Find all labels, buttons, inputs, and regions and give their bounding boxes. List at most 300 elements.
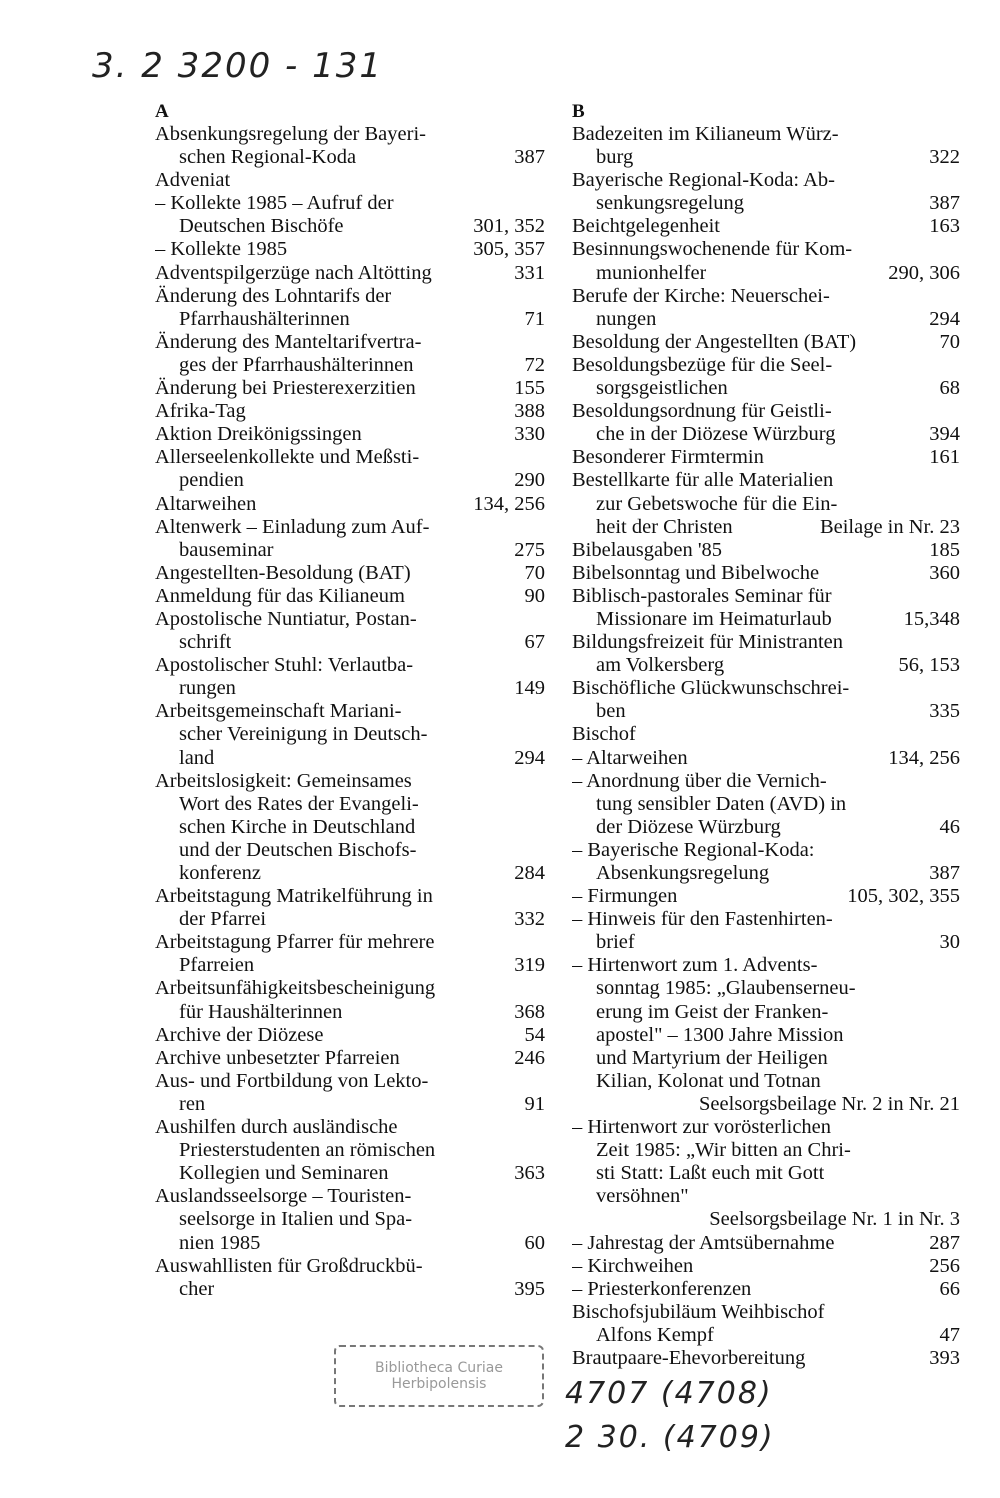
index-entry-line <box>572 1301 960 1324</box>
entry-text: pendien <box>179 469 244 492</box>
entry-text: munionhelfer <box>596 261 707 284</box>
handwritten-note-2: 2 30. (4709) <box>565 1420 775 1455</box>
entry-text: bauseminar <box>179 538 274 561</box>
index-entry-line <box>155 493 545 516</box>
entry-text: Absenkungsregelung der Bayeri- <box>155 123 426 145</box>
entry-page: 394 <box>929 423 960 446</box>
entry-text: land <box>179 746 215 769</box>
entry-page: 70 <box>939 330 960 353</box>
entry-page: 134, 256 <box>888 746 960 769</box>
entry-page: 322 <box>929 146 960 169</box>
index-entry-line <box>572 631 960 654</box>
entry-text: schrift <box>179 631 232 654</box>
entry-text: sti Statt: Laßt euch mit Gott <box>596 1162 825 1185</box>
entry-page <box>954 1116 960 1139</box>
entry-page: Seelsorgsbeilage Nr. 2 in Nr. 21 <box>699 1092 960 1115</box>
index-entry-line <box>572 977 960 1000</box>
entry-page <box>954 908 960 931</box>
index-entry-line <box>572 123 960 146</box>
entry-page: 387 <box>929 192 960 215</box>
index-entry-line <box>572 908 960 931</box>
entry-text: Besoldungsordnung für Geistli- <box>572 400 832 423</box>
entry-text: Arbeitstagung Matrikelführung in <box>155 885 433 908</box>
entry-page <box>954 1162 960 1185</box>
entry-page: 387 <box>514 146 545 169</box>
entry-page <box>539 1255 545 1278</box>
section-letter-a: A <box>155 101 169 122</box>
entry-text: nungen <box>596 307 657 330</box>
entry-page: 284 <box>514 862 545 884</box>
index-entry-line <box>155 1047 545 1070</box>
index-entry-line <box>155 1139 545 1162</box>
index-entry-line <box>572 169 960 192</box>
entry-page: 290, 306 <box>888 261 960 284</box>
index-entry-line <box>155 1185 545 1208</box>
entry-page <box>539 123 545 146</box>
entry-page <box>954 1024 960 1047</box>
entry-page: 294 <box>514 746 545 769</box>
entry-text: Adventspilgerzüge nach Altötting <box>155 261 432 284</box>
entry-text: Änderung des Manteltarifvertra- <box>155 330 422 353</box>
index-entry-line <box>155 747 545 770</box>
entry-text: Adveniat <box>155 169 231 192</box>
entry-page <box>539 192 545 215</box>
entry-text: und der Deutschen Bischofs- <box>179 838 417 861</box>
entry-text: ren <box>179 1092 206 1115</box>
entry-page <box>954 1001 960 1024</box>
index-entry-line <box>155 654 545 677</box>
entry-page <box>539 723 545 746</box>
entry-text: Besinnungswochenende für Kom- <box>572 238 853 261</box>
entry-page <box>539 770 545 793</box>
entry-page: Beilage in Nr. 23 <box>819 515 960 538</box>
index-entry-line <box>155 816 545 839</box>
index-entry-line <box>572 285 960 308</box>
stamp-line-1: Bibliotheca Curiae <box>375 1360 503 1376</box>
index-entry-line <box>572 400 960 423</box>
entry-text: Beichtgelegenheit <box>572 215 720 238</box>
entry-text: Bischof <box>572 723 636 746</box>
stamp-line-2: Herbipolensis <box>391 1376 487 1392</box>
index-entry-line <box>155 723 545 746</box>
entry-page: 287 <box>929 1231 960 1254</box>
index-entry-line <box>155 354 545 377</box>
entry-page: 56, 153 <box>898 654 960 677</box>
index-entry-line <box>155 192 545 215</box>
index-entry-line <box>572 839 960 862</box>
index-entry-line <box>155 539 545 562</box>
handwritten-note-1: 4707 (4708) <box>565 1376 773 1411</box>
entry-page <box>954 585 960 608</box>
entry-page <box>539 516 545 539</box>
entry-page: 67 <box>524 631 545 654</box>
entry-page: 47 <box>939 1323 960 1346</box>
entry-page: 393 <box>929 1346 960 1369</box>
index-entry-line <box>572 677 960 700</box>
section-letter-b: B <box>572 101 585 122</box>
index-entry-line <box>572 516 960 539</box>
entry-text: rungen <box>179 677 236 700</box>
entry-text: Altenwerk – Einladung zum Auf- <box>155 515 430 538</box>
entry-page <box>954 677 960 700</box>
entry-text: am Volkersberg <box>596 654 725 677</box>
entry-text: Archive der Diözese <box>155 1023 324 1046</box>
entry-page: 387 <box>929 862 960 884</box>
index-entry-line <box>155 400 545 423</box>
index-entry-line <box>155 469 545 492</box>
index-entry-line <box>572 1116 960 1139</box>
index-entry-line <box>572 562 960 585</box>
entry-page: 54 <box>524 1023 545 1046</box>
index-entry-line <box>155 1162 545 1185</box>
entry-text: Afrika-Tag <box>155 400 246 423</box>
index-entry-line <box>572 354 960 377</box>
index-entry-line <box>155 677 545 700</box>
index-entry-line <box>155 562 545 585</box>
entry-page: 294 <box>929 307 960 330</box>
entry-page: 46 <box>939 815 960 838</box>
library-stamp <box>334 1345 544 1407</box>
entry-text: Bibelausgaben '85 <box>572 538 723 561</box>
entry-page <box>954 770 960 793</box>
index-entry-line <box>155 608 545 631</box>
index-entry-line <box>572 1347 960 1370</box>
entry-text: Aus- und Fortbildung von Lekto- <box>155 1069 429 1092</box>
entry-text: Apostolischer Stuhl: Verlautba- <box>155 654 414 677</box>
index-entry-line <box>572 1070 960 1093</box>
entry-page: 68 <box>939 377 960 400</box>
index-entry-line <box>155 285 545 308</box>
index-list-b <box>572 123 960 1370</box>
index-entry-line <box>155 1208 545 1231</box>
entry-page <box>954 723 960 746</box>
entry-page <box>954 631 960 654</box>
index-entry-line <box>572 700 960 723</box>
index-entry-line <box>155 123 545 146</box>
entry-text: Priesterstudenten an römischen <box>179 1139 436 1162</box>
entry-page <box>954 1070 960 1093</box>
entry-page: 155 <box>514 377 545 400</box>
entry-page <box>539 1116 545 1139</box>
entry-page <box>954 493 960 516</box>
index-entry-line <box>155 908 545 931</box>
entry-text: Altarweihen <box>155 492 257 515</box>
index-entry-line <box>572 931 960 954</box>
entry-page: 331 <box>514 261 545 284</box>
index-entry-line <box>155 585 545 608</box>
entry-page: 256 <box>929 1254 960 1277</box>
entry-page <box>954 285 960 308</box>
index-entry-line <box>155 215 545 238</box>
index-column-a <box>155 100 545 1301</box>
entry-page: 72 <box>524 353 545 376</box>
entry-page: 163 <box>929 215 960 238</box>
entry-text: che in der Diözese Würzburg <box>596 423 836 446</box>
entry-page <box>539 608 545 631</box>
index-entry-line <box>572 446 960 469</box>
entry-page <box>539 285 545 308</box>
entry-page: 149 <box>514 677 545 700</box>
index-entry-line <box>155 700 545 723</box>
entry-page <box>954 469 960 492</box>
index-entry-line <box>572 192 960 215</box>
entry-text: – Kirchweihen <box>572 1254 694 1277</box>
entry-text: Anmeldung für das Kilianeum <box>155 584 405 607</box>
entry-text: konferenz <box>179 862 261 884</box>
entry-text: Besoldungsbezüge für die Seel- <box>572 353 833 376</box>
entry-page: 363 <box>514 1162 545 1185</box>
entry-text: – Hinweis für den Fastenhirten- <box>572 908 833 931</box>
entry-page <box>539 169 545 192</box>
entry-text: schen Kirche in Deutschland <box>179 815 416 838</box>
entry-text: Badezeiten im Kilianeum Würz- <box>572 123 839 145</box>
index-entry-line <box>572 1093 960 1116</box>
entry-text: – Kollekte 1985 <box>155 238 288 261</box>
entry-text: Änderung des Lohntarifs der <box>155 284 392 307</box>
index-entry-line <box>155 885 545 908</box>
entry-text: Bischofsjubiläum Weihbischof <box>572 1300 825 1323</box>
entry-text: Brautpaare-Ehevorbereitung <box>572 1346 806 1369</box>
entry-page <box>954 354 960 377</box>
entry-text: cher <box>179 1277 215 1300</box>
entry-text: schen Regional-Koda <box>179 146 357 169</box>
entry-page: 66 <box>939 1277 960 1300</box>
entry-page <box>954 1139 960 1162</box>
entry-page <box>539 446 545 469</box>
index-entry-line <box>572 770 960 793</box>
index-entry-line <box>572 1139 960 1162</box>
entry-page <box>539 839 545 862</box>
entry-text: und Martyrium der Heiligen <box>596 1046 828 1069</box>
entry-page: 30 <box>939 931 960 954</box>
entry-text: Apostolische Nuntiatur, Postan- <box>155 607 417 630</box>
index-entry-line <box>572 423 960 446</box>
index-entry-line <box>155 423 545 446</box>
index-entry-line <box>155 862 545 885</box>
entry-text: erung im Geist der Franken- <box>596 1000 829 1023</box>
index-entry-line <box>572 862 960 885</box>
entry-page: 91 <box>524 1092 545 1115</box>
entry-page: 71 <box>524 307 545 330</box>
entry-page <box>954 1301 960 1324</box>
entry-text: nien 1985 <box>179 1231 261 1254</box>
entry-text: Arbeitsgemeinschaft Mariani- <box>155 700 402 723</box>
entry-text: Pfarreien <box>179 954 255 977</box>
handwritten-shelfmark: 3. 2 3200 - 131 <box>92 46 383 86</box>
entry-text: Kilian, Kolonat und Totnan <box>596 1069 821 1092</box>
index-entry-line <box>572 954 960 977</box>
index-entry-line <box>155 1116 545 1139</box>
index-entry-line <box>572 1324 960 1347</box>
entry-page: 275 <box>514 538 545 561</box>
index-entry-line <box>572 215 960 238</box>
index-entry-line <box>155 446 545 469</box>
index-entry-line <box>155 516 545 539</box>
entry-text: scher Vereinigung in Deutsch- <box>179 723 428 746</box>
index-entry-line <box>155 1001 545 1024</box>
index-entry-line <box>155 1232 545 1255</box>
index-entry-line <box>155 262 545 285</box>
index-entry-line <box>155 1255 545 1278</box>
entry-page: 290 <box>514 469 545 492</box>
entry-page <box>539 1185 545 1208</box>
entry-page: 388 <box>514 400 545 423</box>
entry-text: heit der Christen <box>596 515 733 538</box>
index-entry-line <box>572 539 960 562</box>
entry-text: der Diözese Würzburg <box>596 815 781 838</box>
index-entry-line <box>572 1255 960 1278</box>
entry-text: Archive unbesetzter Pfarreien <box>155 1046 400 1069</box>
entry-text: Besoldung der Angestellten (BAT) <box>572 330 857 353</box>
entry-page <box>539 793 545 816</box>
index-entry-line <box>572 747 960 770</box>
index-entry-line <box>572 377 960 400</box>
entry-page: 90 <box>524 584 545 607</box>
index-entry-line <box>572 308 960 331</box>
entry-text: Aushilfen durch ausländische <box>155 1116 398 1139</box>
index-entry-line <box>155 931 545 954</box>
index-entry-line <box>155 977 545 1000</box>
index-entry-line <box>155 954 545 977</box>
entry-page <box>954 238 960 261</box>
index-entry-line <box>155 331 545 354</box>
entry-page: 305, 357 <box>473 238 545 261</box>
index-entry-line <box>155 631 545 654</box>
index-entry-line <box>572 816 960 839</box>
entry-text: Arbeitsunfähigkeitsbescheinigung <box>155 977 436 1000</box>
index-entry-line <box>572 723 960 746</box>
index-entry-line <box>572 238 960 261</box>
entry-page <box>954 169 960 192</box>
entry-text: – Hirtenwort zum 1. Advents- <box>572 954 818 977</box>
entry-page <box>954 954 960 977</box>
entry-text: Auslandsseelsorge – Touristen- <box>155 1185 412 1208</box>
entry-page: 330 <box>514 423 545 446</box>
entry-text: Änderung bei Priesterexerzitien <box>155 377 416 400</box>
index-entry-line <box>155 839 545 862</box>
entry-text: Pfarrhaushälterinnen <box>179 307 350 330</box>
entry-text: – Altarweihen <box>572 746 688 769</box>
entry-page <box>539 654 545 677</box>
entry-page: 70 <box>524 561 545 584</box>
entry-text: – Bayerische Regional-Koda: <box>572 838 815 861</box>
entry-page <box>954 400 960 423</box>
index-entry-line <box>572 885 960 908</box>
entry-text: senkungsregelung <box>596 192 745 215</box>
index-entry-line <box>572 654 960 677</box>
index-entry-line <box>155 1093 545 1116</box>
entry-page: Seelsorgsbeilage Nr. 1 in Nr. 3 <box>709 1208 960 1231</box>
entry-text: apostel" – 1300 Jahre Mission <box>596 1023 844 1046</box>
entry-page: 368 <box>514 1000 545 1023</box>
entry-text: Kollegien und Seminaren <box>179 1162 389 1185</box>
entry-page <box>539 1070 545 1093</box>
entry-page: 161 <box>929 446 960 469</box>
entry-text: – Firmungen <box>572 885 678 908</box>
entry-text: Aktion Dreikönigssingen <box>155 423 362 446</box>
index-entry-line <box>155 1278 545 1301</box>
entry-text: Angestellten-Besoldung (BAT) <box>155 561 411 584</box>
entry-page <box>539 1139 545 1162</box>
entry-page <box>954 839 960 862</box>
entry-text: – Kollekte 1985 – Aufruf der <box>155 192 394 215</box>
entry-text: Besonderer Firmtermin <box>572 446 764 469</box>
entry-text: Auswahllisten für Großdruckbü- <box>155 1254 423 1277</box>
entry-page <box>954 1185 960 1208</box>
entry-page: 335 <box>929 700 960 723</box>
entry-page: 319 <box>514 954 545 977</box>
entry-text: Bayerische Regional-Koda: Ab- <box>572 169 836 192</box>
entry-text: tung sensibler Daten (AVD) in <box>596 792 847 815</box>
entry-text: seelsorge in Italien und Spa- <box>179 1208 413 1231</box>
entry-page <box>539 931 545 954</box>
entry-page: 301, 352 <box>473 215 545 238</box>
index-entry-line <box>155 146 545 169</box>
entry-text: Bibelsonntag und Bibelwoche <box>572 561 820 584</box>
index-entry-line <box>572 1024 960 1047</box>
index-entry-line <box>155 770 545 793</box>
entry-page: 15,348 <box>903 607 960 630</box>
index-entry-line <box>572 1232 960 1255</box>
entry-text: Bildungsfreizeit für Ministranten <box>572 631 843 654</box>
entry-text: Wort des Rates der Evangeli- <box>179 792 419 815</box>
index-entry-line <box>572 493 960 516</box>
entry-text: sorgsgeistlichen <box>596 377 728 400</box>
entry-page <box>954 123 960 146</box>
entry-text: burg <box>596 146 634 169</box>
entry-text: – Hirtenwort zur vorösterlichen <box>572 1116 832 1139</box>
entry-text: Biblisch-pastorales Seminar für <box>572 584 832 607</box>
entry-text: Deutschen Bischöfe <box>179 215 344 238</box>
entry-page: 332 <box>514 908 545 931</box>
index-entry-line <box>155 793 545 816</box>
entry-text: Arbeitstagung Pfarrer für mehrere <box>155 931 435 954</box>
entry-text: Berufe der Kirche: Neuerschei- <box>572 284 830 307</box>
entry-page <box>954 793 960 816</box>
entry-text: Bischöfliche Glückwunschschrei- <box>572 677 850 700</box>
index-entry-line <box>572 1047 960 1070</box>
entry-page <box>539 331 545 354</box>
index-entry-line <box>572 146 960 169</box>
entry-text: zur Gebetswoche für die Ein- <box>596 492 838 515</box>
entry-text: Absenkungsregelung <box>596 862 770 884</box>
entry-text: ges der Pfarrhaushälterinnen <box>179 353 414 376</box>
entry-page <box>954 1047 960 1070</box>
entry-page <box>539 816 545 839</box>
entry-text: Arbeitslosigkeit: Gemeinsames <box>155 769 412 792</box>
entry-text: Missionare im Heimaturlaub <box>596 607 832 630</box>
entry-page: 360 <box>929 561 960 584</box>
entry-page: 185 <box>929 538 960 561</box>
entry-text: ben <box>596 700 626 723</box>
entry-text: Bestellkarte für alle Materialien <box>572 469 834 492</box>
index-entry-line <box>155 308 545 331</box>
entry-text: – Jahrestag der Amtsübernahme <box>572 1231 835 1254</box>
index-entry-line <box>155 238 545 261</box>
entry-page: 134, 256 <box>473 492 545 515</box>
index-entry-line <box>572 1162 960 1185</box>
entry-page: 395 <box>514 1277 545 1300</box>
index-entry-line <box>572 1278 960 1301</box>
entry-text: Zeit 1985: „Wir bitten an Chri- <box>596 1139 851 1162</box>
index-entry-line <box>572 1001 960 1024</box>
entry-page <box>539 700 545 723</box>
entry-text: versöhnen" <box>596 1185 689 1208</box>
index-entry-line <box>572 469 960 492</box>
index-entry-line <box>155 1024 545 1047</box>
entry-text: für Haushälterinnen <box>179 1000 343 1023</box>
index-entry-line <box>572 1208 960 1231</box>
